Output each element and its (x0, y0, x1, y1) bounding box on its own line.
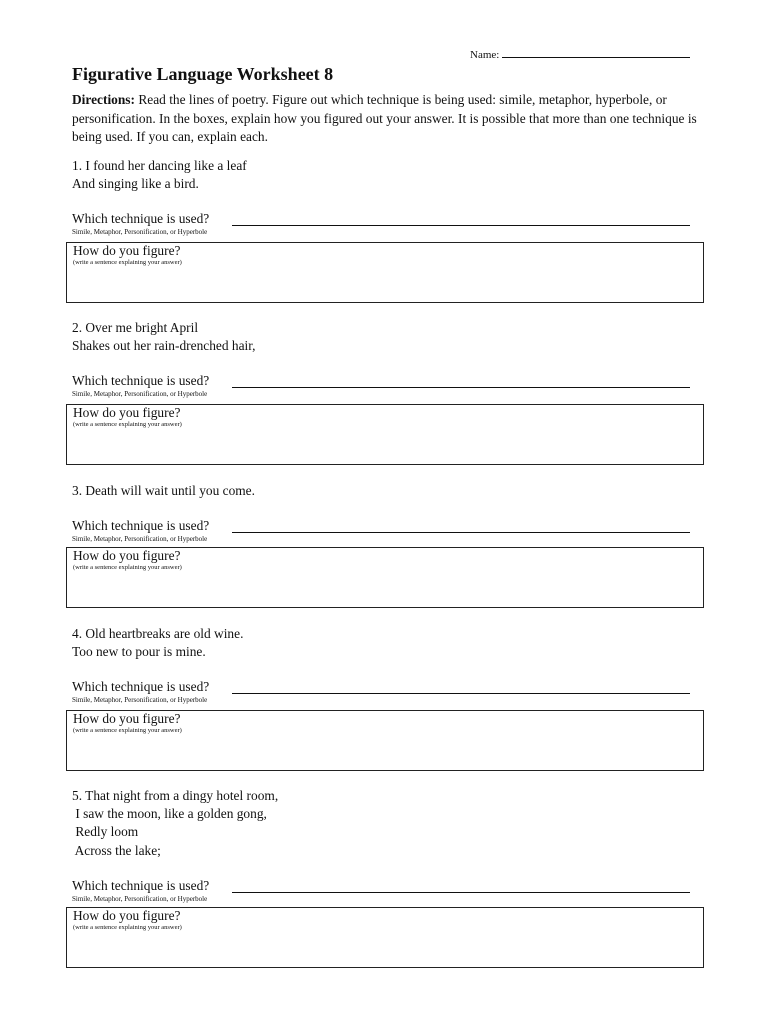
technique-prompt-label: Which technique is used? (72, 679, 210, 695)
technique-options: Simile, Metaphor, Personification, or Hyperbole (72, 390, 208, 399)
poem-line: 4. Old heartbreaks are old wine. (72, 626, 244, 641)
box-hint: (write a sentence explaining your answer) (73, 727, 182, 734)
box-title: How do you figure? (73, 243, 181, 258)
poem-line: 5. That night from a dingy hotel room, (72, 788, 279, 803)
technique-answer-line[interactable] (232, 892, 690, 893)
directions (72, 91, 712, 147)
technique-prompt (72, 878, 712, 894)
answer-box-5[interactable] (66, 907, 704, 968)
technique-prompt (72, 518, 712, 534)
name-line (470, 46, 690, 61)
box-hint: (write a sentence explaining your answer) (73, 924, 182, 931)
answer-box-4[interactable] (66, 710, 704, 771)
name-blank[interactable] (502, 46, 690, 58)
technique-options: Simile, Metaphor, Personification, or Hyperbole (72, 894, 208, 903)
box-title: How do you figure? (73, 711, 181, 726)
answer-box-2[interactable] (66, 404, 704, 465)
technique-prompt-label: Which technique is used? (72, 518, 210, 534)
technique-answer-line[interactable] (232, 387, 690, 388)
box-hint: (write a sentence explaining your answer) (73, 421, 182, 428)
poem-line: And singing like a bird. (72, 176, 199, 192)
poem-line: Across the lake; (72, 842, 161, 858)
directions-text: Read the lines of poetry. Figure out which technique is being used: simile, metaphor, hyperbole, or personification. In the boxes, explain how you figured out your answer. It is possible that more than one technique is being used. If you can, explain each. (72, 92, 697, 144)
box-title: How do you figure? (73, 405, 181, 420)
technique-answer-line[interactable] (232, 532, 690, 533)
question-2 (72, 319, 712, 398)
poem-line: I saw the moon, like a golden gong, (72, 806, 267, 822)
poem (72, 625, 712, 661)
question-1 (72, 157, 712, 236)
poem-line: 3. Death will wait until you come. (72, 483, 255, 498)
directions-label: Directions: (72, 92, 135, 107)
name-label: Name: (470, 49, 500, 61)
technique-prompt-label: Which technique is used? (72, 373, 210, 389)
technique-options: Simile, Metaphor, Personification, or Hyperbole (72, 535, 208, 544)
question-3 (72, 482, 712, 543)
poem-line: Shakes out her rain-drenched hair, (72, 338, 256, 354)
page-title: Figurative Language Worksheet 8 (72, 64, 334, 84)
poem-line: 2. Over me bright April (72, 320, 199, 335)
answer-box-3[interactable] (66, 547, 704, 608)
poem (72, 787, 712, 860)
technique-answer-line[interactable] (232, 693, 690, 694)
box-title: How do you figure? (73, 908, 181, 923)
technique-answer-line[interactable] (232, 225, 690, 226)
box-title: How do you figure? (73, 548, 181, 563)
answer-box-1[interactable] (66, 242, 704, 303)
poem-line: Too new to pour is mine. (72, 644, 206, 660)
box-hint: (write a sentence explaining your answer) (73, 564, 182, 571)
technique-prompt-label: Which technique is used? (72, 877, 210, 893)
poem (72, 319, 712, 355)
technique-options: Simile, Metaphor, Personification, or Hyperbole (72, 696, 208, 705)
technique-options: Simile, Metaphor, Personification, or Hyperbole (72, 228, 208, 237)
poem-line: 1. I found her dancing like a leaf (72, 158, 247, 173)
box-hint: (write a sentence explaining your answer) (73, 259, 182, 266)
question-5 (72, 787, 712, 903)
poem (72, 157, 712, 193)
poem-line: Redly loom (72, 824, 139, 840)
question-4 (72, 625, 712, 704)
technique-prompt (72, 373, 712, 389)
technique-prompt-label: Which technique is used? (72, 211, 210, 227)
poem (72, 482, 712, 500)
technique-prompt (72, 211, 712, 227)
technique-prompt (72, 679, 712, 695)
